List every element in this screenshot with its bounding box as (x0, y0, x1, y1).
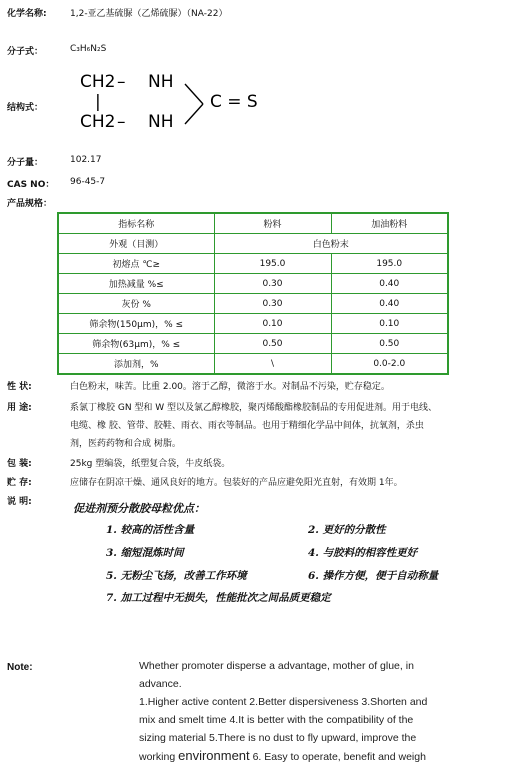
table-cell: 添加剂，% (58, 354, 214, 375)
note-label: Note: (7, 662, 33, 673)
table-cell: 0.10 (214, 314, 331, 334)
table-cell: 0.40 (331, 294, 448, 314)
structure-label: 结构式： (7, 103, 44, 113)
note-line: 1.Higher active content 2.Better dispersiveness 3.Shorten and (139, 696, 428, 708)
note-text (139, 657, 491, 766)
table-cell: 灰份 % (58, 294, 214, 314)
table-cell: 初熔点 ℃≥ (58, 254, 214, 274)
advantage-item: 7. 加工过程中无损失，性能批次之间品质更稳定 (106, 592, 331, 604)
table-cell: 0.40 (331, 274, 448, 294)
advantage-item: 2. 更好的分散性 (308, 524, 386, 536)
structure-cs: C = S (210, 92, 258, 112)
advantage-item: 6. 操作方便，便于自动称量 (308, 570, 439, 582)
chemical-name-label: 化学名称: (7, 9, 47, 19)
note-line: sizing material 5.There is no dust to fly upward, improve the (139, 732, 417, 744)
table-cell: 195.0 (331, 254, 448, 274)
table-cell: 0.10 (331, 314, 448, 334)
spec-label: 产品规格： (7, 199, 53, 209)
table-row (58, 274, 448, 294)
header-powder: 粉料 (214, 213, 331, 234)
advantage-item: 4. 与胶料的相容性更好 (308, 547, 418, 559)
spec-table (57, 212, 449, 375)
structural-formula: CH2 – NH | CH2 – NH C = S (80, 72, 258, 132)
storage-text: 应储存在阴凉干燥、通风良好的地方。包装好的产品应避免阳光直射，有效期 1年。 (70, 478, 403, 488)
advantage-item: 3. 缩短混炼时间 (106, 547, 184, 559)
use-text-line-1: 系氯丁橡胶 GN 型和 W 型以及氯乙醇橡胶，聚丙烯酸酯橡胶制品的专用促进剂。用于电线、 (70, 403, 438, 413)
table-cell: 0.50 (214, 334, 331, 354)
formula-label: 分子式： (7, 47, 44, 57)
use-label: 用 途: (7, 403, 32, 413)
chemical-name-value: 1,2-亚乙基硫脲（乙烯硫脲）（NA-22） (70, 9, 228, 19)
table-row (58, 294, 448, 314)
note-line-6a: working (139, 751, 179, 763)
table-row (58, 314, 448, 334)
note-line-6c: 6. Easy to operate, benefit and weigh (249, 751, 426, 763)
package-label: 包 装: (7, 459, 32, 469)
note-cn-label: 说 明: (7, 497, 32, 507)
mw-value: 102.17 (70, 155, 102, 165)
table-header-row (58, 213, 448, 234)
header-name: 指标名称 (58, 213, 214, 234)
character-text: 白色粉末，味苦。比重 2.00。溶于乙醇，微溶于水。对制品不污染，贮存稳定。 (70, 382, 390, 392)
structure-ch2-bottom: CH2 (80, 112, 116, 132)
table-cell: 0.30 (214, 274, 331, 294)
header-oiled-powder: 加油粉料 (331, 213, 448, 234)
note-line: advance. (139, 678, 182, 690)
cell-appearance-value: 白色粉末 (214, 234, 448, 254)
table-cell: 筛余物(63μm)，% ≤ (58, 334, 214, 354)
table-cell: 0.0-2.0 (331, 354, 448, 375)
formula-value: C₃H₆N₂S (70, 44, 107, 54)
note-line: mix and smelt time 4.It is better with the compatibility of the (139, 714, 414, 726)
storage-label: 贮 存: (7, 478, 32, 488)
table-row (58, 334, 448, 354)
cas-value: 96-45-7 (70, 177, 106, 187)
cas-label: CAS NO： (7, 180, 55, 190)
table-cell: 0.50 (331, 334, 448, 354)
structure-nh-bottom: NH (148, 112, 174, 132)
character-label: 性 状: (7, 382, 32, 392)
mw-label: 分子量： (7, 158, 44, 168)
use-text-line-2: 电缆、橡 胶、管带、胶鞋、雨衣、雨衣等制品。也用于精细化学品中间体，抗氧剂，杀虫 (70, 421, 424, 431)
table-row (58, 254, 448, 274)
structure-nh-top: NH (148, 72, 174, 92)
table-cell: 筛余物(150μm)，% ≤ (58, 314, 214, 334)
package-text: 25kg 塑编袋，纸塑复合袋，牛皮纸袋。 (70, 459, 231, 469)
note-line (139, 747, 491, 766)
note-line: Whether promoter disperse a advantage, mother of glue, in (139, 660, 414, 672)
table-cell: \ (214, 354, 331, 375)
table-cell: 195.0 (214, 254, 331, 274)
cell-appearance-name: 外观（目测） (58, 234, 214, 254)
advantage-item: 1. 较高的活性含量 (106, 524, 195, 536)
structure-bond-lines (183, 82, 207, 126)
advantages-title: 促进剂预分散胶母粒优点： (73, 502, 205, 515)
table-row (58, 354, 448, 375)
advantage-item: 5. 无粉尘飞扬，改善工作环境 (106, 570, 247, 582)
note-line-6b: environment (178, 748, 250, 763)
use-text-line-3: 剂，医药药物和合成 树脂。 (70, 439, 181, 449)
table-cell: 0.30 (214, 294, 331, 314)
table-cell: 加热减量 %≤ (58, 274, 214, 294)
structure-ch2-top: CH2 (80, 72, 116, 92)
table-row (58, 234, 448, 254)
